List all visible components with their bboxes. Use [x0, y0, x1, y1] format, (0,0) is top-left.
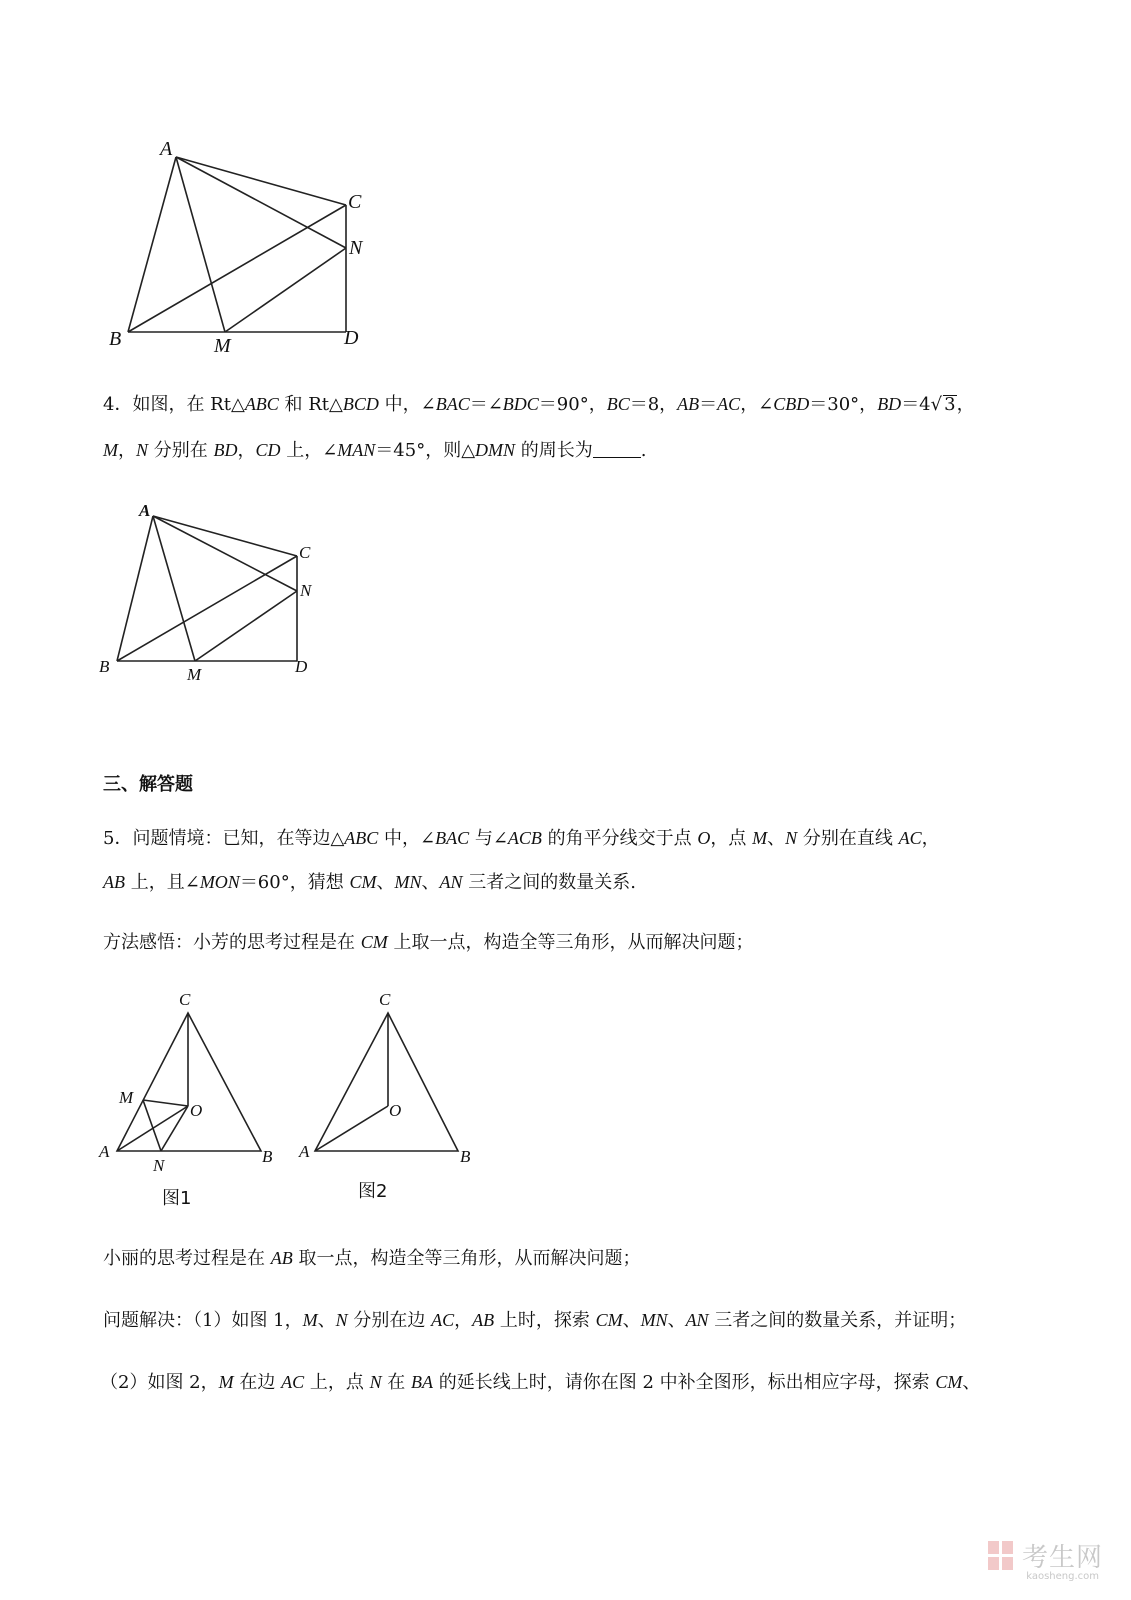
q5-line3: 方法感悟：小芳的思考过程是在 CM 上取一点，构造全等三角形，从而解决问题；: [103, 932, 754, 953]
watermark-logo: [986, 1537, 1103, 1574]
figure-1: [95, 985, 295, 1215]
label-c: C: [348, 191, 362, 213]
label-n: N: [300, 581, 312, 600]
q4-line2: M，N 分别在 BD，CD 上，∠MAN＝45°，则△DMN 的周长为 .: [103, 440, 647, 461]
label-n: N: [349, 237, 363, 259]
answer-blank[interactable]: [593, 439, 641, 458]
sqrt-3: 3: [944, 394, 956, 415]
label-m: M: [187, 665, 202, 684]
label-o: O: [190, 1101, 203, 1120]
label-b: B: [109, 328, 122, 350]
q4-line1: 4．如图，在 Rt△ABC 和 Rt△BCD 中，∠BAC＝∠BDC＝90°，BC＝8，AB＝AC，∠CBD＝30°，BD＝4√ 3，: [103, 394, 975, 415]
label-a: A: [99, 1142, 110, 1161]
watermark-name: 考生网: [1021, 1543, 1103, 1573]
label-b: B: [99, 657, 110, 676]
figure-top: [100, 130, 390, 360]
q5-line1: 5．问题情境：已知，在等边△ABC 中，∠BAC 与∠ACB 的角平分线交于点 O，点 M、N 分别在直线 AC，: [103, 828, 940, 849]
kaosheng-logo-icon: [986, 1539, 1016, 1573]
label-c: C: [379, 990, 391, 1009]
q5-line5: 问题解决：（1）如图 1，M、N 分别在边 AC，AB 上时，探索 CM、MN、AN 三者之间的数量关系，并证明；: [103, 1310, 967, 1331]
q5-line6: （2）如图 2，M 在边 AC 上，点 N 在 BA 的延长线上时，请你在图 2 中补全图形，标出相应字母，探索 CM、: [100, 1372, 981, 1393]
label-d: D: [295, 657, 308, 676]
figure-2: [295, 985, 495, 1185]
label-o: O: [389, 1101, 402, 1120]
label-n: N: [153, 1156, 165, 1175]
label-d: D: [344, 327, 359, 349]
label-a: A: [299, 1142, 310, 1161]
label-c: C: [179, 990, 191, 1009]
label-b: B: [460, 1147, 471, 1166]
q5-line4: 小丽的思考过程是在 AB 取一点，构造全等三角形，从而解决问题；: [103, 1248, 641, 1269]
label-a: A: [160, 138, 173, 160]
label-c: C: [299, 543, 311, 562]
label-m: M: [214, 335, 231, 357]
label-b: B: [262, 1147, 273, 1166]
label-a: A: [139, 501, 151, 520]
section-title: 三、解答题: [103, 774, 193, 795]
label-m: M: [119, 1088, 134, 1107]
figure-2-caption: 图2: [358, 1181, 388, 1202]
q5-line2: AB 上，且∠MON＝60°，猜想 CM、MN、AN 三者之间的数量关系.: [103, 872, 636, 893]
figure-1-caption: 图1: [162, 1188, 192, 1209]
figure-q4: [95, 498, 335, 688]
watermark-url: kaosheng.com: [1026, 1571, 1099, 1582]
